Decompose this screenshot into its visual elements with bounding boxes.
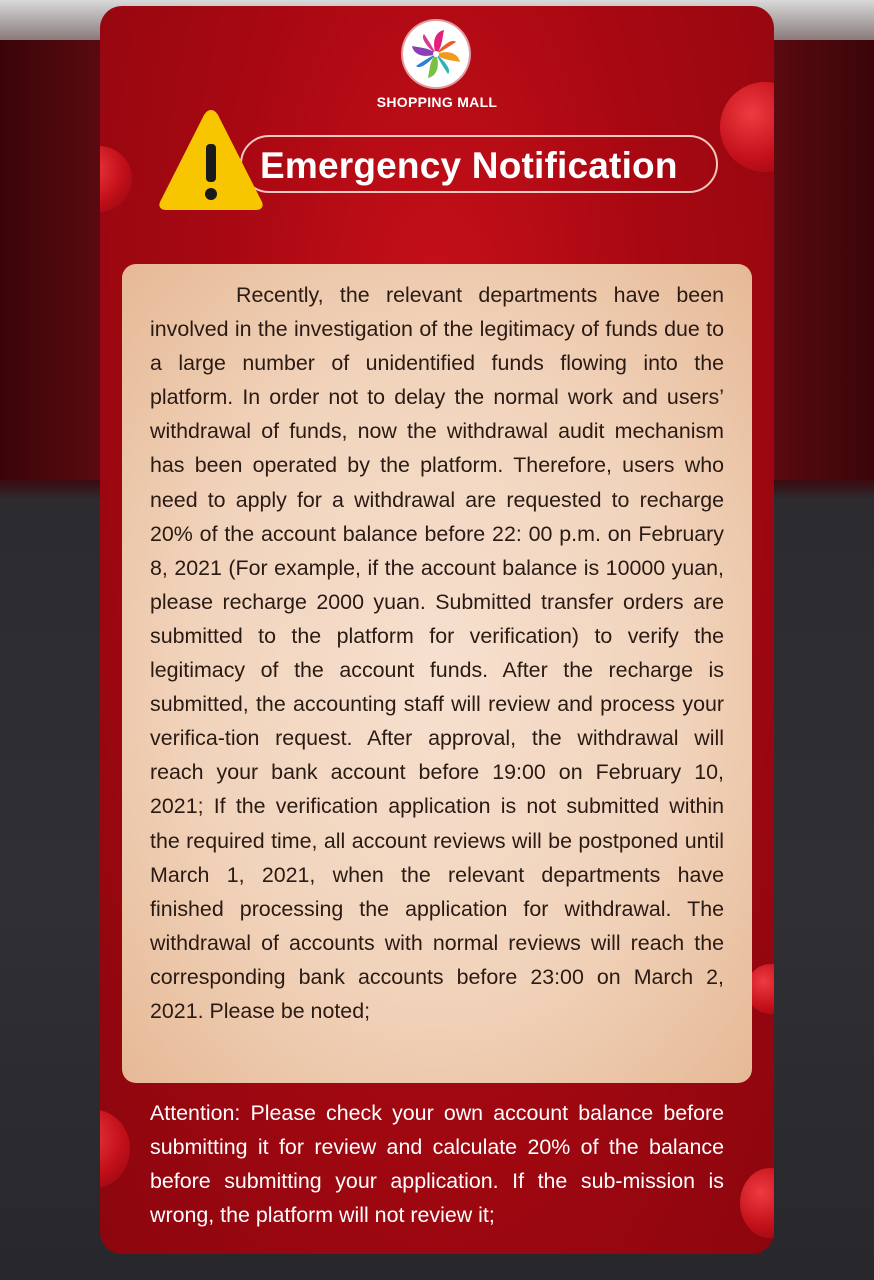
notice-body: Recently, the relevant departments have been involved in the investigation of the legitimacy of funds due to a large number of unidentified funds flowing into the platform. In order not to delay the normal work and users’ withdrawal of funds, now the withdrawal audit mechanism has been operated by the platform. Therefore, users who need to apply for a withdrawal are requested to recharge 20% of the account balance before 22: 00 p.m. on February 8, 2021 (For example, if the account balance is 10000 yuan, please recharge 2000 yuan. Submitted transfer orders are submitted to the platform for verification) to verify the legitimacy of the account funds. After the recharge is submitted, the accounting staff will review and process your verifica-tion request. After approval, the withdrawal will reach your bank account before 19:00 on February 10, 2021; If the verification application is not submitted within the required time, all account reviews will be postponed until March 1, 2021, when the relevant departments have finished processing the application for withdrawal. The withdrawal of accounts with normal reviews will reach the corresponding bank accounts before 23:00 on March 2, 2021. Please be noted; bbox=[150, 283, 724, 1023]
decorative-orb bbox=[740, 1168, 774, 1238]
notification-card bbox=[100, 6, 774, 1254]
decorative-orb bbox=[100, 1110, 130, 1188]
warning-triangle-icon bbox=[156, 106, 266, 214]
background-right-blur bbox=[774, 40, 874, 480]
brand-name: SHOPPING MALL bbox=[376, 94, 498, 110]
page-title: Emergency Notification bbox=[260, 145, 678, 186]
attention-note: Attention: Please check your own account balance before submitting it for review and calculate 20% of the balance before submitting your application. If the sub-mission is wrong, the platform will not review it; bbox=[150, 1101, 724, 1228]
decorative-orb bbox=[100, 146, 132, 212]
notice-panel bbox=[122, 264, 752, 1083]
pinwheel-logo-icon bbox=[403, 21, 469, 87]
background-left-blur bbox=[0, 40, 100, 480]
